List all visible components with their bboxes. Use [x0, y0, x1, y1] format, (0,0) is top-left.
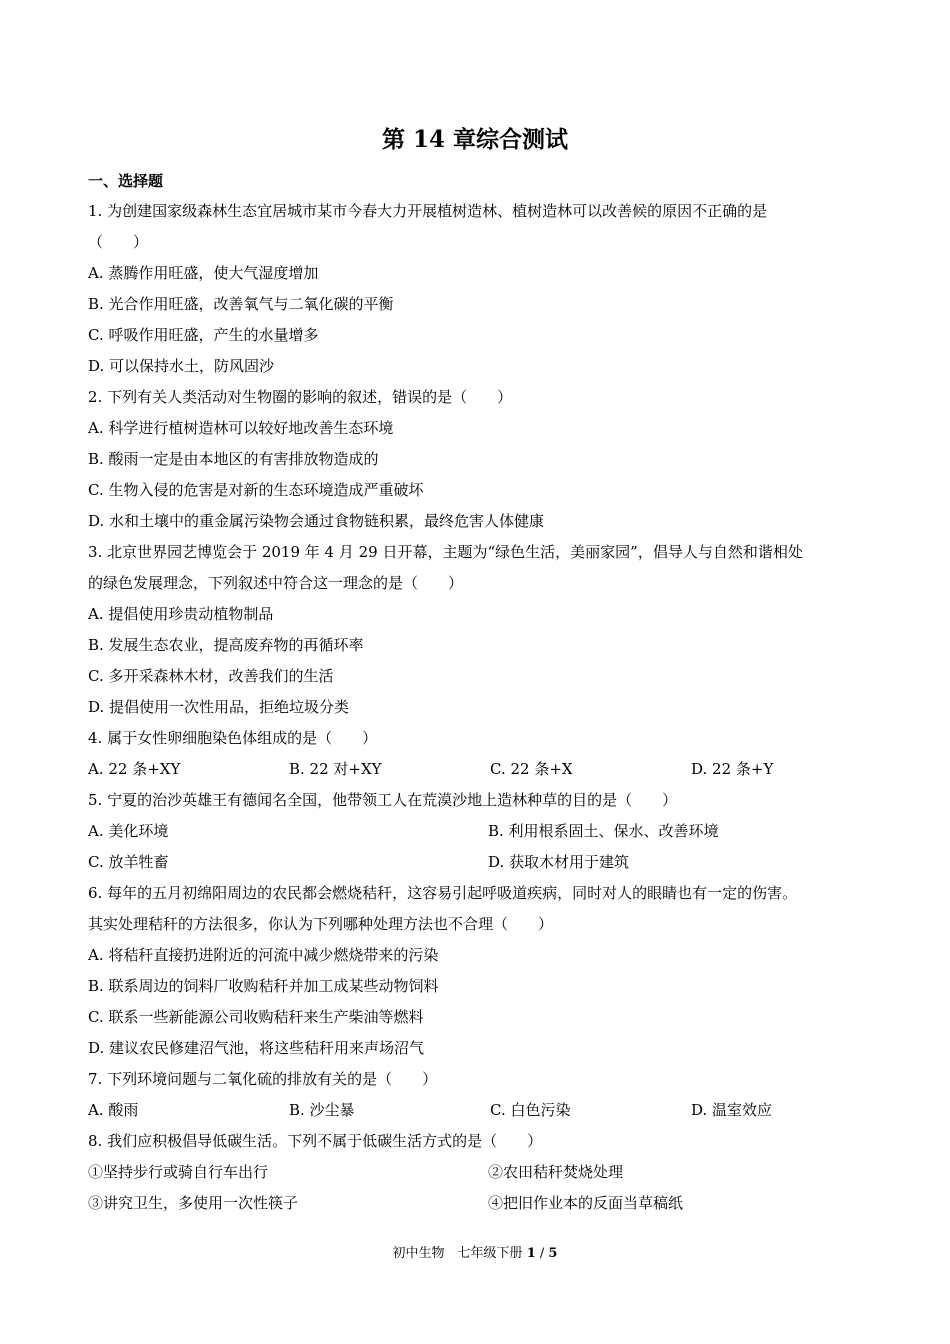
- option-3: ③讲究卫生，多使用一次性筷子: [88, 1194, 299, 1212]
- option-c: C. 呼吸作用旺盛，产生的水量增多: [88, 326, 319, 344]
- question-6: [88, 878, 868, 1064]
- page-footer: [0, 1244, 950, 1264]
- question-4: [88, 723, 868, 785]
- options-row: [88, 754, 868, 785]
- footer-total-pages: 5: [548, 1246, 558, 1261]
- option-b: B. 22 对+XY: [289, 760, 382, 778]
- option-b: B. 利用根系固土、保水、改善环境: [488, 822, 719, 840]
- option-a: A. 蒸腾作用旺盛，使大气湿度增加: [88, 264, 319, 282]
- option-c: C. 多开采森林木材，改善我们的生活: [88, 667, 334, 685]
- question-3: [88, 537, 868, 723]
- question-7: [88, 1064, 868, 1126]
- option-c: C. 联系一些新能源公司收购秸秆来生产柴油等燃料: [88, 1008, 424, 1026]
- question-2: [88, 382, 868, 537]
- question-stem: 3. 北京世界园艺博览会于 2019 年 4 月 29 日开幕，主题为“绿色生活，美丽家园”，倡导人与自然和谐相处: [88, 543, 803, 561]
- option-b: B. 酸雨一定是由本地区的有害排放物造成的: [88, 450, 379, 468]
- section-heading: 一、选择题: [88, 172, 164, 190]
- option-c: C. 放羊牲畜: [88, 853, 169, 871]
- option-a: A. 美化环境: [88, 822, 169, 840]
- question-5: [88, 785, 868, 878]
- footer-separator: /: [539, 1246, 545, 1261]
- option-d: D. 水和土壤中的重金属污染物会通过食物链积累，最终危害人体健康: [88, 512, 545, 530]
- question-stem: 6. 每年的五月初绵阳周边的农民都会燃烧秸秆，这容易引起呼吸道疾病，同时对人的眼睛也有一定的伤害。: [88, 884, 798, 902]
- option-d: D. 提倡使用一次性用品，拒绝垃圾分类: [88, 698, 350, 716]
- option-b: B. 光合作用旺盛，改善氧气与二氧化碳的平衡: [88, 295, 394, 313]
- question-stem: 2. 下列有关人类活动对生物圈的影响的叙述，错误的是（ ）: [88, 388, 513, 406]
- option-d: D. 温室效应: [691, 1101, 773, 1119]
- option-4: ④把旧作业本的反面当草稿纸: [488, 1194, 684, 1212]
- options-row: [88, 1188, 868, 1219]
- option-a: A. 22 条+XY: [88, 760, 181, 778]
- option-1: ①坚持步行或骑自行车出行: [88, 1163, 269, 1181]
- question-stem: 7. 下列环境问题与二氧化硫的排放有关的是（ ）: [88, 1070, 438, 1088]
- option-b: B. 沙尘暴: [289, 1101, 355, 1119]
- options-row: [88, 847, 868, 878]
- options-row: [88, 816, 868, 847]
- option-2: ②农田秸秆焚烧处理: [488, 1163, 624, 1181]
- option-b: B. 发展生态农业，提高废弃物的再循环率: [88, 636, 364, 654]
- option-d: D. 获取木材用于建筑: [488, 853, 630, 871]
- footer-page-number: 1: [526, 1246, 536, 1261]
- question-stem-continued: （ ）: [88, 233, 149, 251]
- option-d: D. 可以保持水土，防风固沙: [88, 357, 275, 375]
- option-c: C. 白色污染: [490, 1101, 571, 1119]
- option-c: C. 22 条+X: [490, 760, 573, 778]
- option-a: A. 提倡使用珍贵动植物制品: [88, 605, 274, 623]
- option-c: C. 生物入侵的危害是对新的生态环境造成严重破坏: [88, 481, 424, 499]
- option-a: A. 将秸秆直接扔进附近的河流中减少燃烧带来的污染: [88, 946, 439, 964]
- options-row: [88, 1157, 868, 1188]
- option-a: A. 科学进行植树造林可以较好地改善生态环境: [88, 419, 394, 437]
- question-list: [88, 196, 868, 1219]
- question-stem: 5. 宁夏的治沙英雄王有德闻名全国，他带领工人在荒漠沙地上造林种草的目的是（ ）: [88, 791, 678, 809]
- question-stem-continued: 的绿色发展理念，下列叙述中符合这一理念的是（ ）: [88, 574, 464, 592]
- footer-subject: 初中生物 七年级下册: [392, 1246, 523, 1261]
- page-title: 第 14 章综合测试: [381, 126, 569, 153]
- question-stem: 1. 为创建国家级森林生态宜居城市某市今春大力开展植树造林、植树造林可以改善候的原因不正确的是: [88, 202, 768, 220]
- question-8: [88, 1126, 868, 1219]
- question-1: [88, 196, 868, 382]
- option-d: D. 22 条+Y: [691, 760, 774, 778]
- question-stem: 8. 我们应积极倡导低碳生活。下列不属于低碳生活方式的是（ ）: [88, 1132, 543, 1150]
- question-stem: 4. 属于女性卵细胞染色体组成的是（ ）: [88, 729, 378, 747]
- options-row: [88, 1095, 868, 1126]
- option-b: B. 联系周边的饲料厂收购秸秆并加工成某些动物饲料: [88, 977, 439, 995]
- option-a: A. 酸雨: [88, 1101, 139, 1119]
- option-d: D. 建议农民修建沼气池，将这些秸秆用来声场沼气: [88, 1039, 425, 1057]
- question-stem-continued: 其实处理秸秆的方法很多，你认为下列哪种处理方法也不合理（ ）: [88, 915, 554, 933]
